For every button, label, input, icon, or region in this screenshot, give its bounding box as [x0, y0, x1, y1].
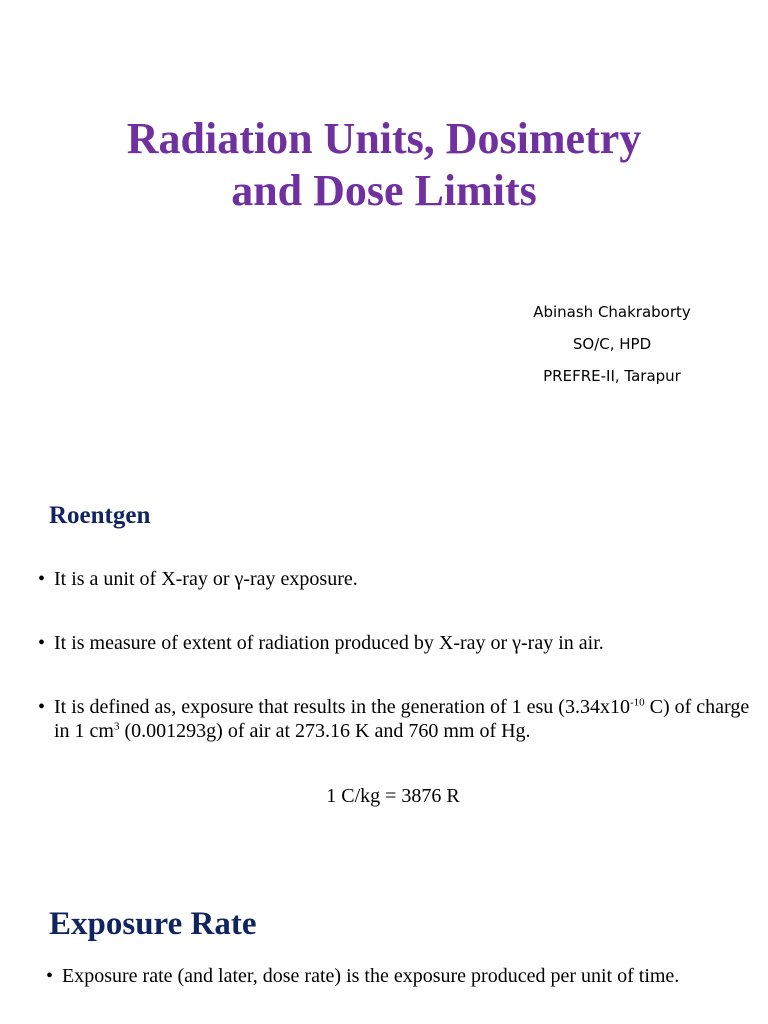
bullet-text-part: C) of charge in 1 cm: [54, 696, 750, 742]
bullet-item: [38, 631, 750, 655]
roentgen-slide: [0, 470, 768, 880]
bullet-text: It is a unit of X-ray or γ-ray exposure.: [54, 568, 358, 590]
exposure-rate-slide: [0, 880, 768, 1024]
superscript: -10: [629, 696, 645, 709]
bullet-item: [38, 695, 750, 743]
main-title: [0, 113, 768, 217]
title-line-1: Radiation Units, Dosimetry: [126, 114, 642, 163]
superscript: 3: [114, 720, 120, 733]
bullet-dot: •: [38, 632, 46, 654]
author-designation: SO/C, HPD: [572, 335, 652, 353]
bullet-text-part: (0.001293g) of air at 273.16 K and 760 mm of Hg.: [119, 720, 531, 742]
title-line-2: and Dose Limits: [231, 166, 537, 215]
author-block: [512, 296, 712, 392]
bullet-text: It is measure of extent of radiation produced by X-ray or γ-ray in air.: [54, 632, 604, 654]
author-affiliation: PREFRE-II, Tarapur: [543, 367, 681, 385]
bullet-item: [46, 964, 748, 988]
bullet-item: [38, 567, 750, 591]
bullet-text-part: It is defined as, exposure that results in the generation of 1 esu (3.34x10: [54, 696, 630, 718]
bullet-dot: •: [46, 965, 54, 987]
bullet-dot: •: [38, 568, 46, 590]
exposure-rate-heading: Exposure Rate: [49, 906, 257, 942]
bullet-dot: •: [38, 696, 46, 718]
roentgen-heading: Roentgen: [49, 502, 151, 529]
bullet-text: Exposure rate (and later, dose rate) is the exposure produced per unit of time.: [62, 965, 680, 987]
author-name: Abinash Chakraborty: [533, 303, 691, 321]
conversion-equation: 1 C/kg = 3876 R: [326, 785, 460, 807]
title-slide: [0, 0, 768, 470]
